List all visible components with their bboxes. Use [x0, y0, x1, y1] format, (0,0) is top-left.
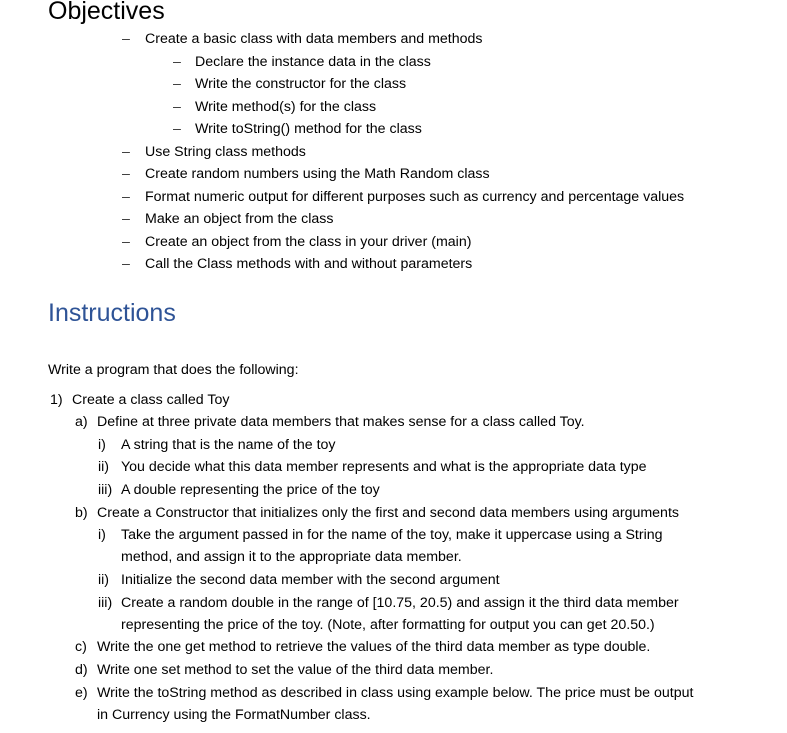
list-marker: i): [98, 437, 106, 453]
list-marker: b): [75, 505, 88, 521]
step-text: in Currency using the FormatNumber class.: [97, 707, 371, 723]
objectives-heading: Objectives: [48, 0, 165, 25]
step-text: Write one set method to set the value of the third data member.: [97, 662, 494, 678]
step-text: Write the one get method to retrieve the values of the third data member as type double.: [97, 639, 651, 655]
bullet-dash: –: [122, 234, 130, 250]
bullet-dash: –: [173, 99, 181, 115]
step-text: Define at three private data members that makes sense for a class called Toy.: [97, 414, 585, 430]
step-text: Take the argument passed in for the name of the toy, make it uppercase using a String: [121, 527, 663, 543]
objective-subitem: Write toString() method for the class: [195, 121, 422, 137]
objective-item: Use String class methods: [145, 144, 306, 160]
instructions-heading: Instructions: [48, 299, 176, 327]
step-text: A string that is the name of the toy: [121, 437, 336, 453]
bullet-dash: –: [173, 76, 181, 92]
bullet-dash: –: [122, 166, 130, 182]
list-marker: d): [75, 662, 88, 678]
step-text: Create a random double in the range of [10.75, 20.5) and assign it the third data member: [121, 595, 679, 611]
objective-item: Format numeric output for different purposes such as currency and percentage values: [145, 189, 685, 205]
list-marker: a): [75, 414, 88, 430]
objective-subitem: Write method(s) for the class: [195, 99, 377, 115]
list-marker: ii): [98, 459, 110, 475]
step-text: A double representing the price of the toy: [121, 482, 380, 498]
step-text: Create a Constructor that initializes only the first and second data members using arguments: [97, 505, 679, 521]
bullet-dash: –: [122, 211, 130, 227]
step-text: method, and assign it to the appropriate data member.: [121, 549, 462, 565]
step-text: You decide what this data member represents and what is the appropriate data type: [121, 459, 647, 475]
objective-item: Create an object from the class in your driver (main): [145, 234, 472, 250]
bullet-dash: –: [122, 144, 130, 160]
objective-subitem: Declare the instance data in the class: [195, 54, 431, 70]
objective-item: Make an object from the class: [145, 211, 334, 227]
objective-subitem: Write the constructor for the class: [195, 76, 407, 92]
objective-item: Call the Class methods with and without parameters: [145, 256, 473, 272]
instructions-intro: Write a program that does the following:: [48, 362, 299, 378]
bullet-dash: –: [173, 121, 181, 137]
objective-item: Create random numbers using the Math Random class: [145, 166, 490, 182]
list-marker: i): [98, 527, 106, 543]
step-text: Write the toString method as described in class using example below. The price must be output: [97, 685, 694, 701]
list-marker: c): [75, 639, 87, 655]
bullet-dash: –: [122, 189, 130, 205]
list-marker: iii): [98, 482, 113, 498]
step-text: representing the price of the toy. (Note, after formatting for output you can get 20.50.): [121, 617, 655, 633]
step-text: Initialize the second data member with the second argument: [121, 572, 500, 588]
list-marker: iii): [98, 595, 113, 611]
list-marker: ii): [98, 572, 110, 588]
step-text: Create a class called Toy: [72, 392, 230, 408]
objective-item: Create a basic class with data members and methods: [145, 31, 483, 47]
list-marker: e): [75, 685, 88, 701]
list-marker: 1): [50, 392, 63, 408]
bullet-dash: –: [122, 31, 130, 47]
bullet-dash: –: [173, 54, 181, 70]
bullet-dash: –: [122, 256, 130, 272]
